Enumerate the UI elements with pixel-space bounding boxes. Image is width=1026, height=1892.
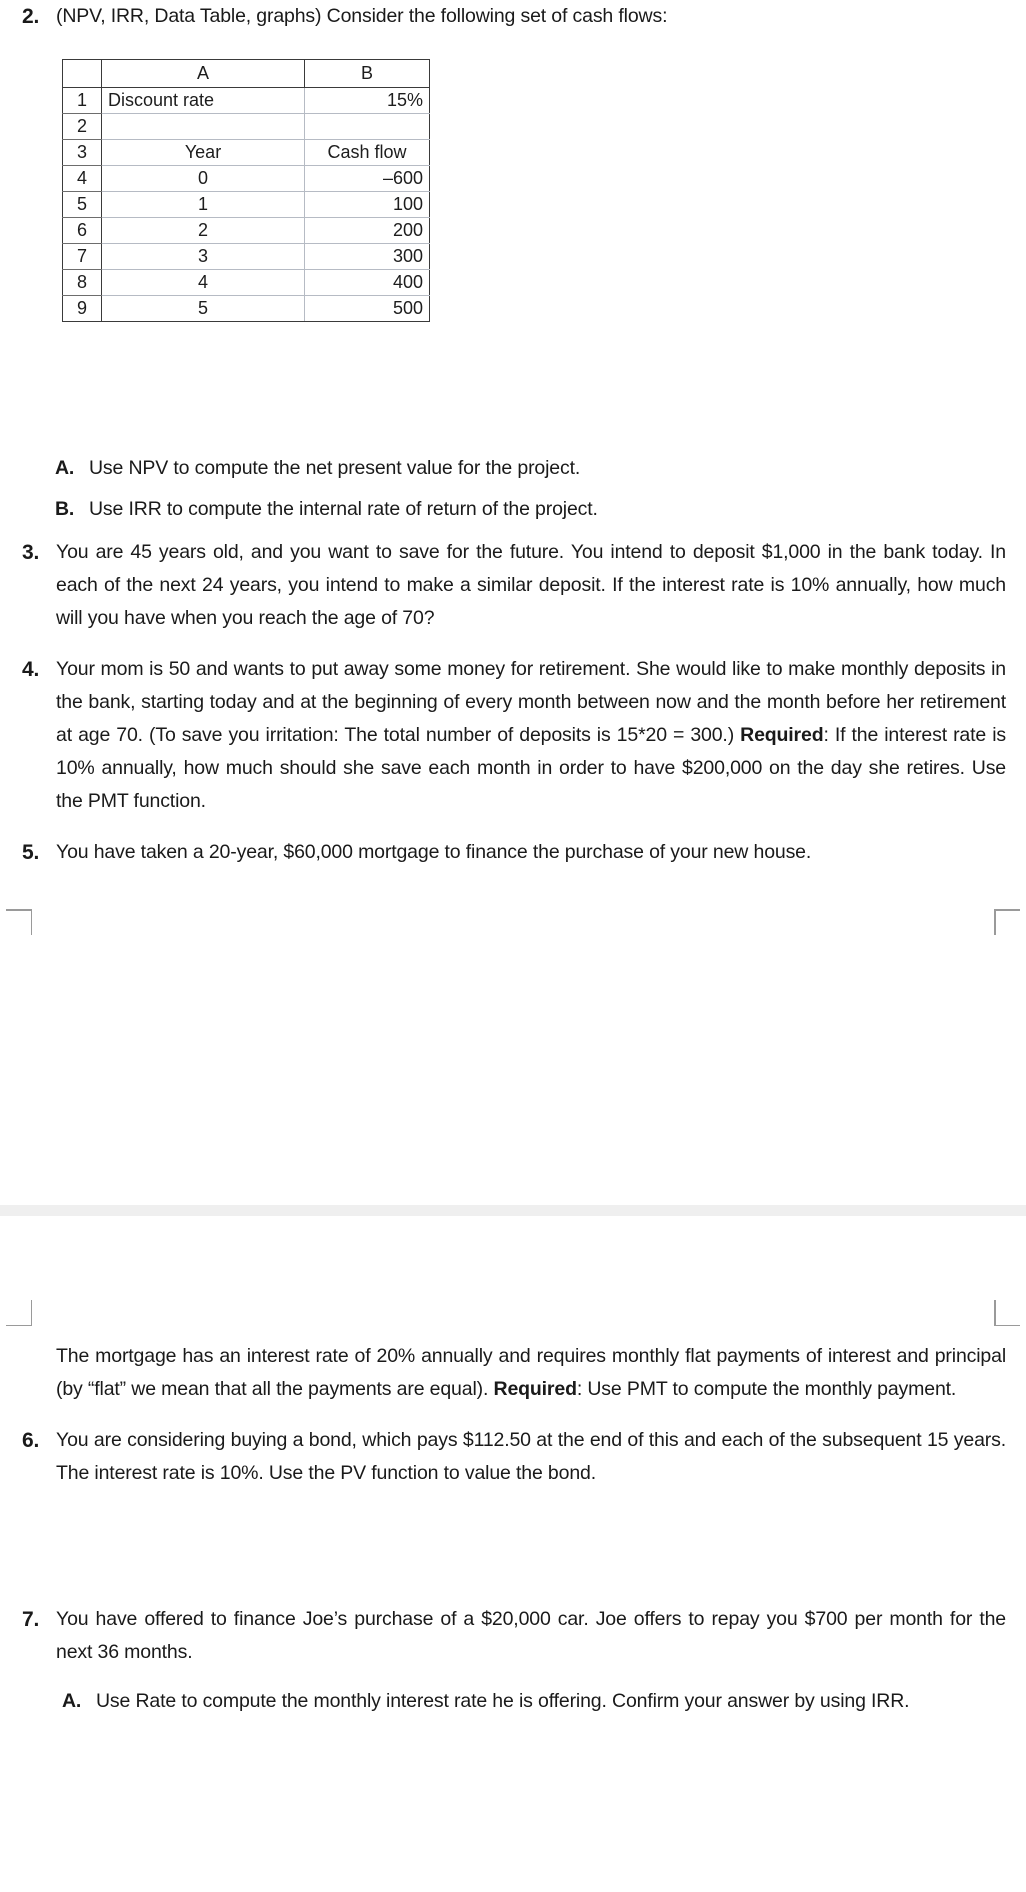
cell-a7: 3: [102, 244, 305, 270]
subitem-a-marker: A.: [55, 457, 75, 479]
exercise-7-subitem-a-marker: A.: [62, 1690, 82, 1712]
page-two-content: [22, 1340, 1006, 1726]
cell-b3: Cash flow: [305, 140, 430, 166]
table-row: [63, 244, 430, 270]
exercise-5-text: You have taken a 20-year, $60,000 mortgage to finance the purchase of your new house.: [56, 841, 812, 863]
crop-mark-bottom-left-page-one: [6, 909, 32, 935]
cell-a5: 1: [102, 192, 305, 218]
cash-flow-spreadsheet: [22, 59, 1006, 322]
cell-a4: 0: [102, 166, 305, 192]
cell-b6: 200: [305, 218, 430, 244]
exercise-item-4: [22, 653, 1006, 818]
table-row: [63, 166, 430, 192]
table-row: [63, 192, 430, 218]
table-row: [63, 270, 430, 296]
cell-a8: 4: [102, 270, 305, 296]
exercise-3-text: You are 45 years old, and you want to save for the future. You intend to deposit $1,000 in the bank today. In each of the next 24 years, you intend to make a similar deposit. If the interest rate is 10% annually, how much will you have when you reach the age of 70?: [56, 541, 1006, 629]
exercise-2-subitems: [22, 452, 1006, 885]
column-header-corner: [63, 60, 102, 88]
exercise-item-2: [22, 0, 1006, 33]
table-row: [63, 296, 430, 322]
table-row: [63, 218, 430, 244]
row-header: 8: [63, 270, 102, 296]
crop-mark-top-left-page-two: [6, 1300, 32, 1326]
cell-a2: [102, 114, 305, 140]
mortgage-text-before: The mortgage has an interest rate of 20% annually and requires monthly flat payments of interest and principal (by “flat” we mean that all the payments are equal).: [56, 1345, 1006, 1400]
exercise-7-text: You have offered to finance Joe’s purchase of a $20,000 car. Joe offers to repay you $700 per month for the next 36 months.: [56, 1608, 1006, 1663]
cell-a9: 5: [102, 296, 305, 322]
cell-a3: Year: [102, 140, 305, 166]
row-header: 4: [63, 166, 102, 192]
table-row: [63, 114, 430, 140]
column-header-a: A: [102, 60, 305, 88]
exercise-7-marker: 7.: [22, 1608, 40, 1631]
exercise-7-subitem-a: [22, 1685, 1006, 1718]
row-header: 3: [63, 140, 102, 166]
exercise-item-3: [22, 536, 1006, 635]
exercise-6-marker: 6.: [22, 1429, 40, 1452]
exercise-4-required-label: Required: [740, 724, 824, 746]
column-header-b: B: [305, 60, 430, 88]
exercise-item-7: [22, 1603, 1006, 1669]
table-row: [63, 88, 430, 114]
row-header: 5: [63, 192, 102, 218]
subitem-b-text: Use IRR to compute the internal rate of return of the project.: [89, 498, 598, 520]
spreadsheet-column-header-row: [63, 60, 430, 88]
table-row: [63, 140, 430, 166]
page-one-content: [22, 0, 1006, 322]
cell-a6: 2: [102, 218, 305, 244]
spreadsheet-table: [62, 59, 430, 322]
mortgage-text-after: : Use PMT to compute the monthly payment.: [576, 1378, 957, 1400]
page-break-separator: [0, 1205, 1026, 1216]
exercise-2-subitem-a: [22, 452, 1006, 485]
row-header: 9: [63, 296, 102, 322]
exercise-2-text: (NPV, IRR, Data Table, graphs) Consider the following set of cash flows:: [56, 5, 668, 27]
cell-b9: 500: [305, 296, 430, 322]
cell-b1: 15%: [305, 88, 430, 114]
cell-b5: 100: [305, 192, 430, 218]
cell-b7: 300: [305, 244, 430, 270]
cell-b4: –600: [305, 166, 430, 192]
exercise-4-marker: 4.: [22, 658, 40, 681]
crop-mark-bottom-right-page-one: [994, 909, 1020, 935]
row-header: 1: [63, 88, 102, 114]
cell-b2: [305, 114, 430, 140]
exercise-5-marker: 5.: [22, 841, 40, 864]
cell-b8: 400: [305, 270, 430, 296]
row-header: 7: [63, 244, 102, 270]
exercise-item-6: [22, 1424, 1006, 1490]
subitem-b-marker: B.: [55, 498, 75, 520]
exercise-item-5: [22, 836, 1006, 869]
exercise-4-text: [56, 653, 1006, 818]
exercise-7-subitem-a-text: Use Rate to compute the monthly interest rate he is offering. Confirm your answer by using IRR.: [96, 1690, 910, 1712]
exercise-4-text-after: : If the interest rate is 10% annually, how much should she save each month in order to have $200,000 on the day she retires. Use the PMT function.: [56, 724, 1006, 812]
exercise-3-marker: 3.: [22, 541, 40, 564]
exercise-2-subitem-b: [22, 493, 1006, 526]
crop-mark-top-right-page-two: [994, 1300, 1020, 1326]
page-two: [0, 1216, 1026, 1892]
row-header: 2: [63, 114, 102, 140]
exercise-6-text: You are considering buying a bond, which pays $112.50 at the end of this and each of the subsequent 15 years. The interest rate is 10%. Use the PV function to value the bond.: [56, 1429, 1006, 1484]
exercise-4-text-before: Your mom is 50 and wants to put away some money for retirement. She would like to make monthly deposits in the bank, starting today and at the beginning of every month between now and the month before her retirement at age 70. (To save you irritation: The total number of deposits is 15*20 = 300.): [56, 658, 1006, 746]
mortgage-continuation-paragraph: [22, 1340, 1006, 1406]
cell-a1: Discount rate: [102, 88, 305, 114]
subitem-a-text: Use NPV to compute the net present value for the project.: [89, 457, 581, 479]
mortgage-required-label: Required: [493, 1378, 577, 1400]
row-header: 6: [63, 218, 102, 244]
exercise-2-marker: 2.: [22, 5, 40, 28]
